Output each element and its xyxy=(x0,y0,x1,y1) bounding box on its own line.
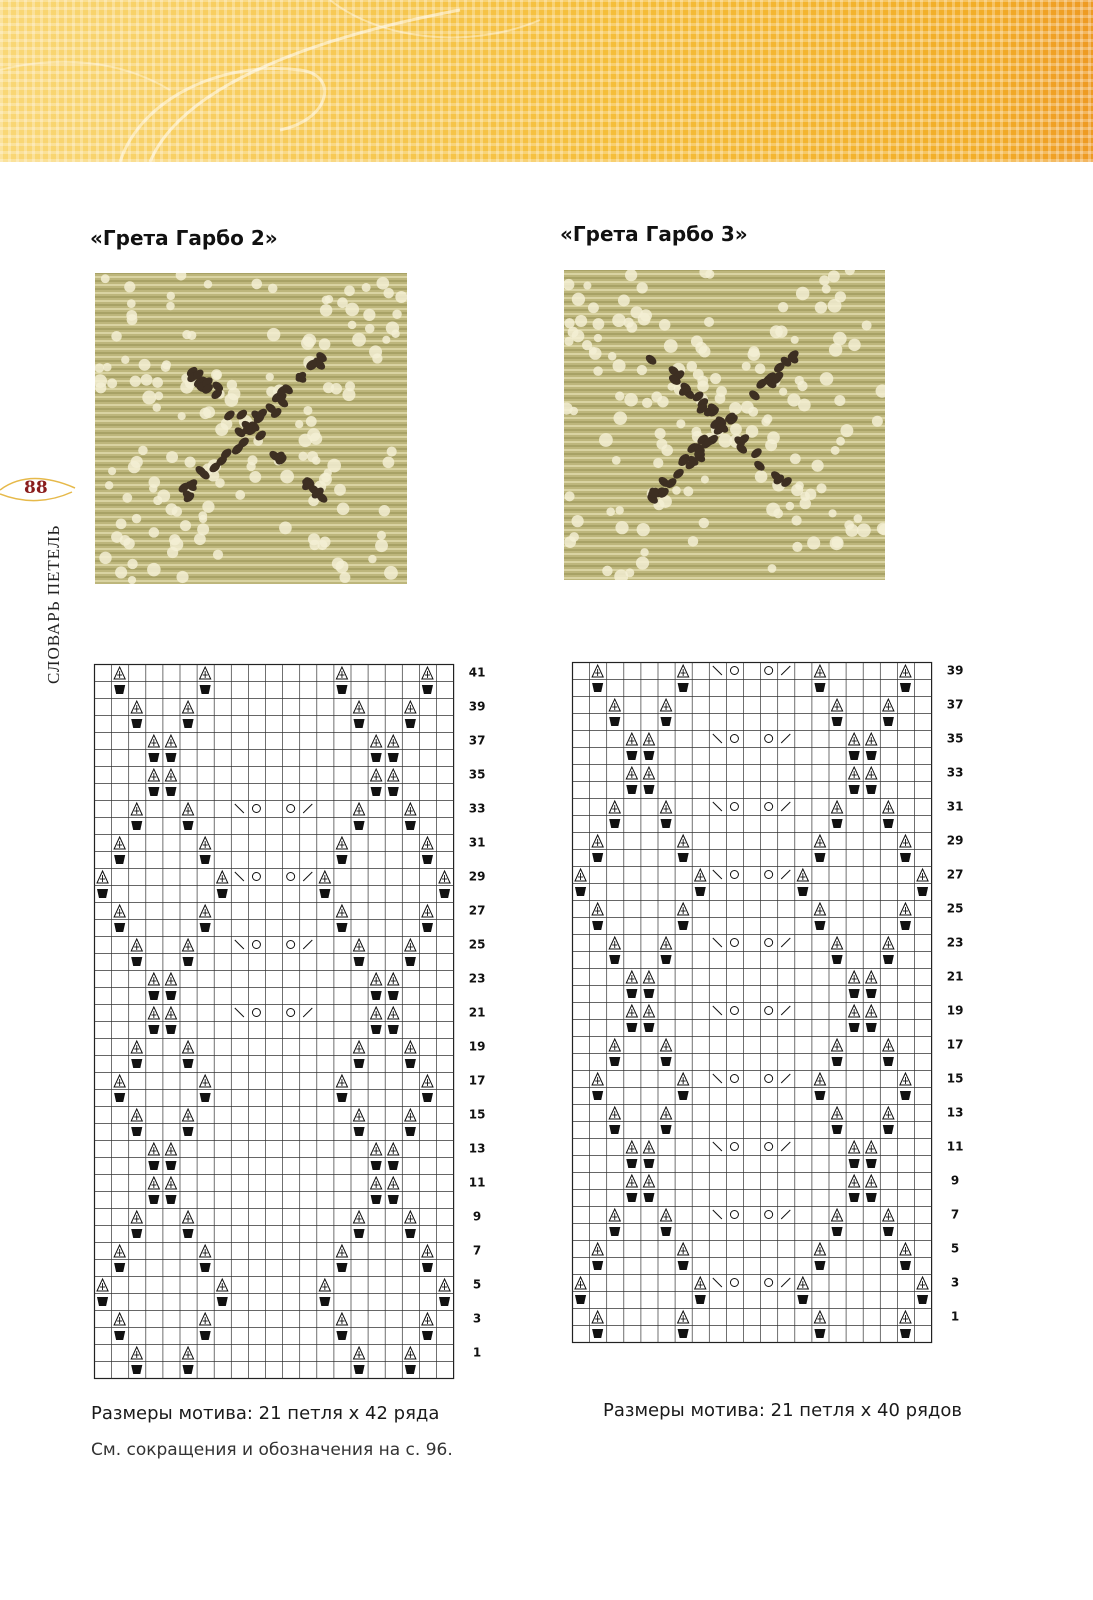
header-banner xyxy=(0,0,1093,162)
row-number: 41 xyxy=(468,665,486,680)
row-number: 27 xyxy=(468,903,486,918)
row-number: 17 xyxy=(468,1073,486,1088)
row-number: 15 xyxy=(468,1107,486,1122)
row-number: 39 xyxy=(946,663,964,678)
row-number: 3 xyxy=(472,1311,482,1326)
row-number: 27 xyxy=(946,867,964,882)
row-number: 35 xyxy=(946,731,964,746)
page-number: 88 xyxy=(24,478,48,498)
row-number: 29 xyxy=(946,833,964,848)
row-number: 1 xyxy=(950,1309,960,1324)
row-number: 11 xyxy=(946,1139,964,1154)
row-number: 33 xyxy=(946,765,964,780)
row-number: 19 xyxy=(946,1003,964,1018)
row-number: 1 xyxy=(472,1345,482,1360)
row-number: 23 xyxy=(468,971,486,986)
row-number: 31 xyxy=(946,799,964,814)
row-number: 31 xyxy=(468,835,486,850)
row-number: 5 xyxy=(950,1241,960,1256)
pattern-title-1: «Грета Гарбо 2» xyxy=(90,226,278,250)
row-number: 29 xyxy=(468,869,486,884)
row-number: 21 xyxy=(946,969,964,984)
motif-size-caption-1: Размеры мотива: 21 петля x 42 ряда xyxy=(91,1403,440,1424)
knitting-chart-2 xyxy=(572,662,981,1346)
row-number: 5 xyxy=(472,1277,482,1292)
swirl-ornament-icon xyxy=(0,0,1093,162)
motif-size-caption-2: Размеры мотива: 21 петля x 40 рядов xyxy=(603,1400,962,1421)
chart-grid-svg xyxy=(94,664,503,1382)
row-number: 33 xyxy=(468,801,486,816)
chart-grid-svg xyxy=(572,662,981,1346)
row-number: 7 xyxy=(950,1207,960,1222)
row-number: 3 xyxy=(950,1275,960,1290)
row-number: 35 xyxy=(468,767,486,782)
row-number: 13 xyxy=(468,1141,486,1156)
row-number: 21 xyxy=(468,1005,486,1020)
row-number: 23 xyxy=(946,935,964,950)
row-number: 9 xyxy=(950,1173,960,1188)
abbreviations-note: См. сокращения и обозначения на с. 96. xyxy=(91,1440,453,1460)
section-label: СЛОВАРЬ ПЕТЕЛЬ xyxy=(44,524,63,684)
pattern-photo-2 xyxy=(564,270,885,580)
row-number: 15 xyxy=(946,1071,964,1086)
row-number: 39 xyxy=(468,699,486,714)
knitting-chart-1 xyxy=(94,664,503,1382)
row-number: 13 xyxy=(946,1105,964,1120)
row-number: 37 xyxy=(468,733,486,748)
row-number: 25 xyxy=(468,937,486,952)
row-number: 25 xyxy=(946,901,964,916)
pattern-photo-1 xyxy=(95,273,407,584)
row-number: 9 xyxy=(472,1209,482,1224)
row-number: 19 xyxy=(468,1039,486,1054)
row-number: 7 xyxy=(472,1243,482,1258)
row-number: 37 xyxy=(946,697,964,712)
pattern-title-2: «Грета Гарбо 3» xyxy=(560,222,748,246)
row-number: 11 xyxy=(468,1175,486,1190)
row-number: 17 xyxy=(946,1037,964,1052)
